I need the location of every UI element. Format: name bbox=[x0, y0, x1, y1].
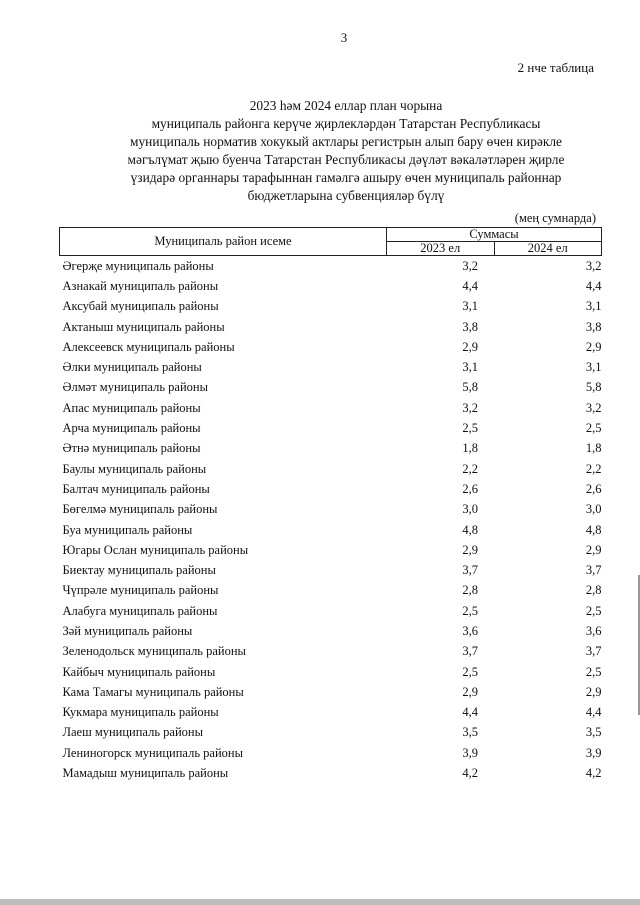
value-2024-cell: 3,2 bbox=[585, 258, 602, 273]
value-2023-cell: 3,7 bbox=[462, 563, 478, 578]
value-2023-cell: 3,0 bbox=[462, 502, 478, 517]
value-2024-cell: 1,8 bbox=[585, 441, 602, 456]
table-row bbox=[60, 398, 602, 418]
table-row bbox=[60, 723, 602, 743]
value-2024-cell: 4,8 bbox=[585, 522, 602, 537]
scan-bottom-strip bbox=[0, 899, 640, 905]
value-2024-cell: 5,8 bbox=[585, 380, 602, 395]
value-2023-cell: 1,8 bbox=[462, 441, 478, 456]
value-2023-cell: 3,2 bbox=[462, 400, 478, 415]
value-2023-cell: 3,8 bbox=[462, 319, 478, 334]
value-2023-cell: 2,9 bbox=[462, 339, 478, 354]
value-2024-cell: 4,4 bbox=[585, 278, 602, 293]
value-2024-cell: 2,9 bbox=[585, 339, 602, 354]
table-row bbox=[60, 743, 602, 763]
district-name-cell: Арча муниципаль районы bbox=[62, 421, 201, 436]
table-row bbox=[60, 378, 602, 398]
value-2024-cell: 3,5 bbox=[585, 725, 602, 740]
district-name-cell: Азнакай муниципаль районы bbox=[62, 278, 219, 293]
value-2023-cell: 2,5 bbox=[462, 603, 478, 618]
table-row bbox=[60, 256, 602, 277]
value-2023-cell: 2,8 bbox=[462, 583, 478, 598]
value-2024-cell: 4,2 bbox=[585, 766, 602, 781]
value-2023-cell: 4,2 bbox=[462, 766, 478, 781]
value-2024-cell: 2,5 bbox=[585, 603, 602, 618]
value-2023-cell: 2,5 bbox=[462, 664, 478, 679]
value-2024-cell: 3,2 bbox=[585, 400, 602, 415]
table-row bbox=[60, 763, 602, 783]
table-row bbox=[60, 703, 602, 723]
table-row bbox=[60, 682, 602, 702]
value-2023-cell: 2,9 bbox=[462, 684, 478, 699]
page-number: 3 bbox=[340, 30, 348, 45]
value-2024-cell: 2,8 bbox=[585, 583, 602, 598]
table-row bbox=[60, 337, 602, 357]
title-line: муниципаль норматив хокукый актлары регистрын алып бару өчен кирәкле bbox=[130, 134, 562, 149]
table-row bbox=[60, 560, 602, 580]
district-name-cell: Алабуга муниципаль районы bbox=[62, 603, 218, 618]
table-row bbox=[60, 317, 602, 337]
district-name-cell: Аксубай муниципаль районы bbox=[62, 299, 219, 314]
value-2023-cell: 2,9 bbox=[462, 542, 478, 557]
table-row bbox=[60, 297, 602, 317]
title-line: муниципаль районга керүче җирлекләрдән Татарстан Республикасы bbox=[151, 116, 541, 131]
district-name-cell: Югары Ослан муниципаль районы bbox=[62, 542, 249, 557]
subvention-table bbox=[59, 227, 602, 784]
table-row bbox=[60, 418, 602, 438]
value-2023-cell: 3,5 bbox=[462, 725, 478, 740]
value-2023-cell: 2,2 bbox=[462, 461, 478, 476]
table-row bbox=[60, 479, 602, 499]
value-2024-cell: 3,9 bbox=[585, 745, 602, 760]
value-2024-cell: 3,0 bbox=[585, 502, 602, 517]
title-line: мәгълүмат җыю буенча Татарстан Республикасы дәүләт вәкаләтләрен җирле bbox=[127, 152, 565, 167]
document-title bbox=[92, 97, 600, 205]
value-2024-cell: 2,9 bbox=[585, 684, 602, 699]
table-row bbox=[60, 276, 602, 296]
value-2024-cell: 3,7 bbox=[585, 563, 602, 578]
table-row bbox=[60, 621, 602, 641]
district-name-cell: Әгерҗе муниципаль районы bbox=[62, 258, 214, 273]
district-name-cell: Алексеевск муниципаль районы bbox=[62, 339, 235, 354]
title-line: 2023 һәм 2024 еллар план чорына bbox=[249, 98, 443, 113]
value-2023-cell: 3,2 bbox=[462, 258, 478, 273]
value-2023-cell: 2,5 bbox=[462, 421, 478, 436]
header-district-name: Муниципаль район исеме bbox=[60, 228, 387, 256]
value-2023-cell: 2,6 bbox=[462, 481, 478, 496]
district-name-cell: Балтач муниципаль районы bbox=[62, 481, 210, 496]
value-2024-cell: 2,5 bbox=[585, 421, 602, 436]
title-line: бюджетларына субвенцияләр бүлү bbox=[247, 188, 445, 203]
district-name-cell: Баулы муниципаль районы bbox=[62, 461, 207, 476]
table-row bbox=[60, 520, 602, 540]
table-body bbox=[60, 256, 602, 784]
value-2024-cell: 4,4 bbox=[585, 705, 602, 720]
district-name-cell: Кама Тамагы муниципаль районы bbox=[62, 684, 244, 699]
table-row bbox=[60, 662, 602, 682]
district-name-cell: Зәй муниципаль районы bbox=[62, 623, 193, 638]
title-line: үзидарә органнары тарафыннан гамәлгә ашыру өчен муниципаль районнар bbox=[130, 170, 562, 185]
district-name-cell: Лаеш муниципаль районы bbox=[62, 725, 203, 740]
header-sums: Суммасы bbox=[387, 228, 602, 242]
value-2023-cell: 3,1 bbox=[462, 360, 478, 375]
table-label: 2 нче таблица bbox=[517, 60, 594, 75]
value-2023-cell: 3,7 bbox=[462, 644, 478, 659]
table-row bbox=[60, 642, 602, 662]
table-row bbox=[60, 581, 602, 601]
header-year-2023: 2023 ел bbox=[387, 242, 495, 256]
table-row bbox=[60, 459, 602, 479]
table-row bbox=[60, 500, 602, 520]
district-name-cell: Кайбыч муниципаль районы bbox=[62, 664, 216, 679]
value-2023-cell: 3,6 bbox=[462, 623, 478, 638]
district-name-cell: Лениногорск муниципаль районы bbox=[62, 745, 243, 760]
district-name-cell: Кукмара муниципаль районы bbox=[62, 705, 219, 720]
value-2023-cell: 4,4 bbox=[462, 278, 478, 293]
value-2024-cell: 2,2 bbox=[585, 461, 602, 476]
district-name-cell: Буа муниципаль районы bbox=[62, 522, 193, 537]
value-2024-cell: 2,6 bbox=[585, 481, 602, 496]
table-row bbox=[60, 601, 602, 621]
district-name-cell: Бөгелмә муниципаль районы bbox=[62, 502, 218, 517]
table-row bbox=[60, 540, 602, 560]
table-row bbox=[60, 439, 602, 459]
value-2024-cell: 3,7 bbox=[585, 644, 602, 659]
value-2024-cell: 3,1 bbox=[585, 299, 602, 314]
value-2024-cell: 3,1 bbox=[585, 360, 602, 375]
value-2023-cell: 4,8 bbox=[462, 522, 478, 537]
value-2023-cell: 4,4 bbox=[462, 705, 478, 720]
district-name-cell: Әлмәт муниципаль районы bbox=[62, 380, 208, 395]
value-2024-cell: 2,9 bbox=[585, 542, 602, 557]
district-name-cell: Әлки муниципаль районы bbox=[62, 360, 202, 375]
value-2023-cell: 5,8 bbox=[462, 380, 478, 395]
value-2024-cell: 3,8 bbox=[585, 319, 602, 334]
value-2024-cell: 3,6 bbox=[585, 623, 602, 638]
value-2023-cell: 3,1 bbox=[462, 299, 478, 314]
district-name-cell: Чүпрәле муниципаль районы bbox=[62, 583, 219, 598]
table-row bbox=[60, 357, 602, 377]
district-name-cell: Апас муниципаль районы bbox=[62, 400, 201, 415]
district-name-cell: Биектау муниципаль районы bbox=[62, 563, 216, 578]
district-name-cell: Әтнә муниципаль районы bbox=[62, 441, 201, 456]
value-2023-cell: 3,9 bbox=[462, 745, 478, 760]
district-name-cell: Актаныш муниципаль районы bbox=[62, 319, 225, 334]
district-name-cell: Мамадыш муниципаль районы bbox=[62, 766, 229, 781]
units-note: (мең сумнарда) bbox=[514, 211, 596, 225]
district-name-cell: Зеленодольск муниципаль районы bbox=[62, 644, 246, 659]
header-year-2024: 2024 ел bbox=[494, 242, 602, 256]
value-2024-cell: 2,5 bbox=[585, 664, 602, 679]
